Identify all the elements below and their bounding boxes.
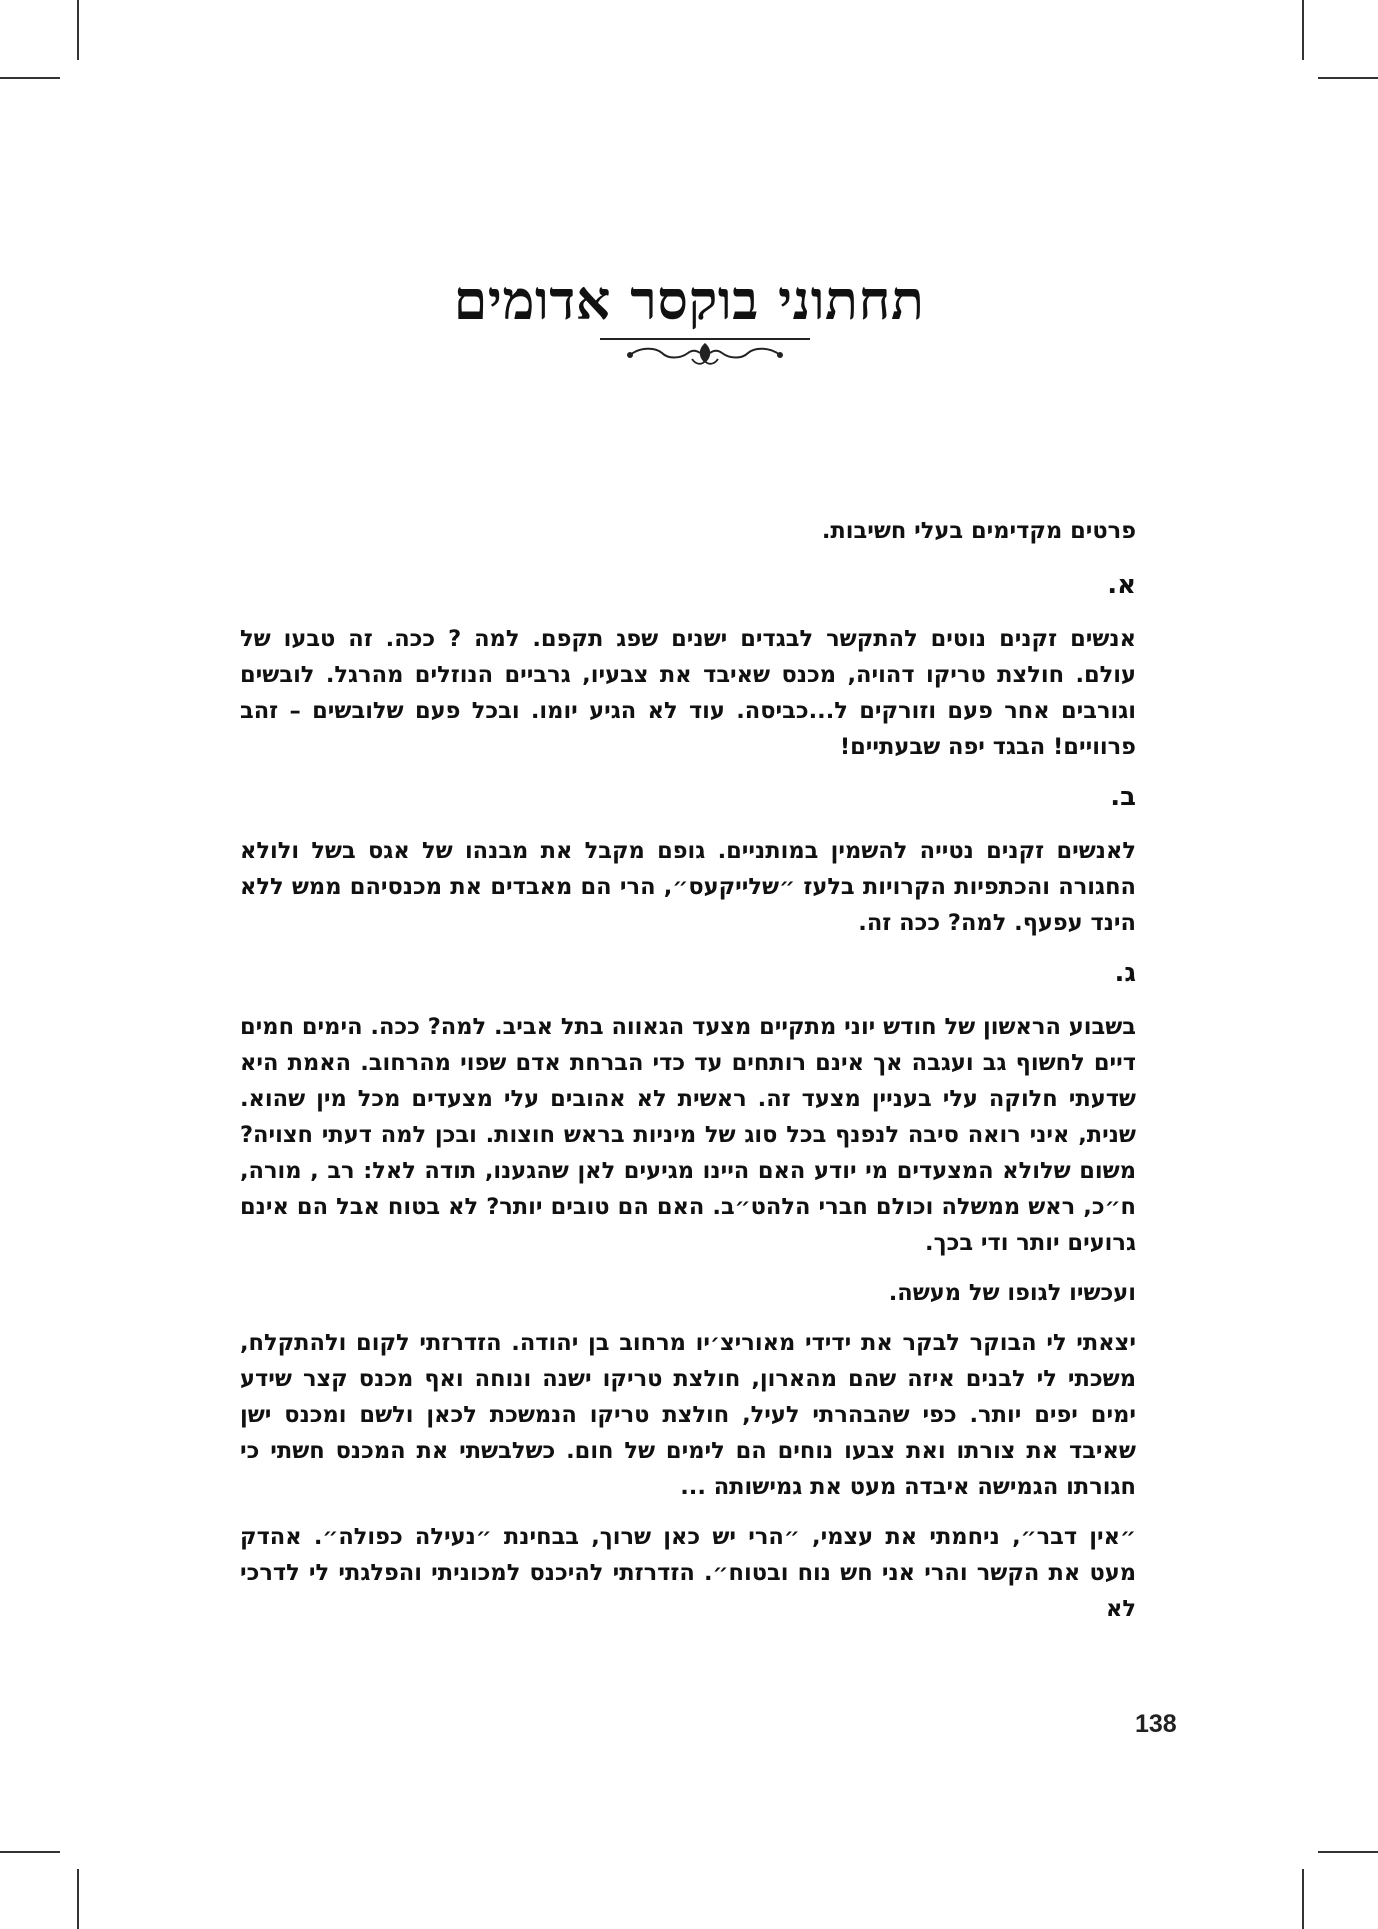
title-ornament-icon	[600, 337, 810, 367]
story-paragraph-2: ״אין דבר״, ניחמתי את עצמי, ״הרי יש כאן שרוך, בבחינת ״נעילה כפולה״. אהדק מעט את הקשר והרי אני חש נוח ובטוח״. הזדרזתי להיכנס למכוניתי והפלגתי לי לדרכי לא	[240, 1524, 1136, 1622]
crop-mark-bottom-left	[77, 1869, 79, 1929]
page-title: תחתוני בוקסר אדומים	[453, 268, 925, 332]
story-paragraph-1: יצאתי לי הבוקר לבקר את ידידי מאוריצ׳יו מרחוב בן יהודה. הזדרזתי לקום ולהתקלח, משכתי לי לבנים איזה שהם מהארון, חולצת טריקו ישנה ונוחה ואף מכנס קצר שידע ימים יפים יותר. כפי שהבהרתי לעיל, חולצת טריקו הנמשכת לכאן ולשם ומכנס ישן שאיבד את צורתו ואת צבעו נוחים הם לימים של חום. כשלבשתי את המכנס חשתי כי חגורתו הגמישה איבדה מעט את גמישותה ...	[240, 1330, 1136, 1500]
section-body-c: בשבוע הראשון של חודש יוני מתקיים מצעד הגאווה בתל אביב. למה? ככה. הימים חמים דיים לחשוף גב ועגבה אך אינם רותחים עד כדי הברחת אדם שפוי מהרחוב. האמת היא שדעתי חלוקה עלי בעניין מצעד זה. ראשית לא אהובים עלי מצעדים מכל מין שהוא. שנית, איני רואה סיבה לנפנף בכל סוג של מיניות בראש חוצות. ובכן למה דעתי חצויה? משום שלולא המצעדים מי יודע האם היינו מגיעים לאן שהגענו, תודה לאל: רב , מורה, ח״כ, ראש ממשלה וכולם חברי הלהט״ב. האם הם טובים יותר? לא בטוח אבל הם אינם גרועים יותר ודי בכך.	[240, 1014, 1136, 1256]
crop-mark-right-bottom	[1318, 1851, 1378, 1853]
crop-mark-left-top	[0, 77, 60, 79]
section-heading-c: ג.	[1114, 958, 1136, 988]
crop-mark-left-bottom	[0, 1851, 60, 1853]
crop-mark-bottom-right	[1302, 1869, 1304, 1929]
section-body-a: אנשים זקנים נוטים להתקשר לבגדים ישנים שפג תקפם. למה ? ככה. זה טבעו של עולם. חולצת טריקו דהויה, מכנס שאיבד את צבעיו, גרביים הנוזלים מהרגל. לובשים וגורבים אחר פעם וזורקים ל...כביסה. עוד לא הגיע יומו. ובכל פעם שלובשים – זהב פרוויים! הבגד יפה שבעתיים!	[240, 626, 1136, 760]
section-heading-a: א.	[1107, 570, 1136, 600]
article-body	[240, 513, 1136, 1641]
section-heading-b: ב.	[1110, 782, 1136, 812]
crop-mark-right-top	[1318, 77, 1378, 79]
intro-line: פרטים מקדימים בעלי חשיבות.	[821, 518, 1136, 544]
crop-mark-top-right	[1302, 0, 1304, 60]
crop-mark-top-left	[77, 0, 79, 60]
transition-line: ועכשיו לגופו של מעשה.	[888, 1280, 1136, 1306]
title-block	[0, 268, 1378, 332]
page-number: 138	[1135, 1710, 1177, 1738]
section-body-b: לאנשים זקנים נטייה להשמין במותניים. גופם מקבל את מבנהו של אגס בשל ולולא החגורה והכתפיות הקרויות בלעז ״שלייקעס״, הרי הם מאבדים את מכנסיהם ממש ללא הינד עפעף. למה? ככה זה.	[240, 838, 1136, 936]
